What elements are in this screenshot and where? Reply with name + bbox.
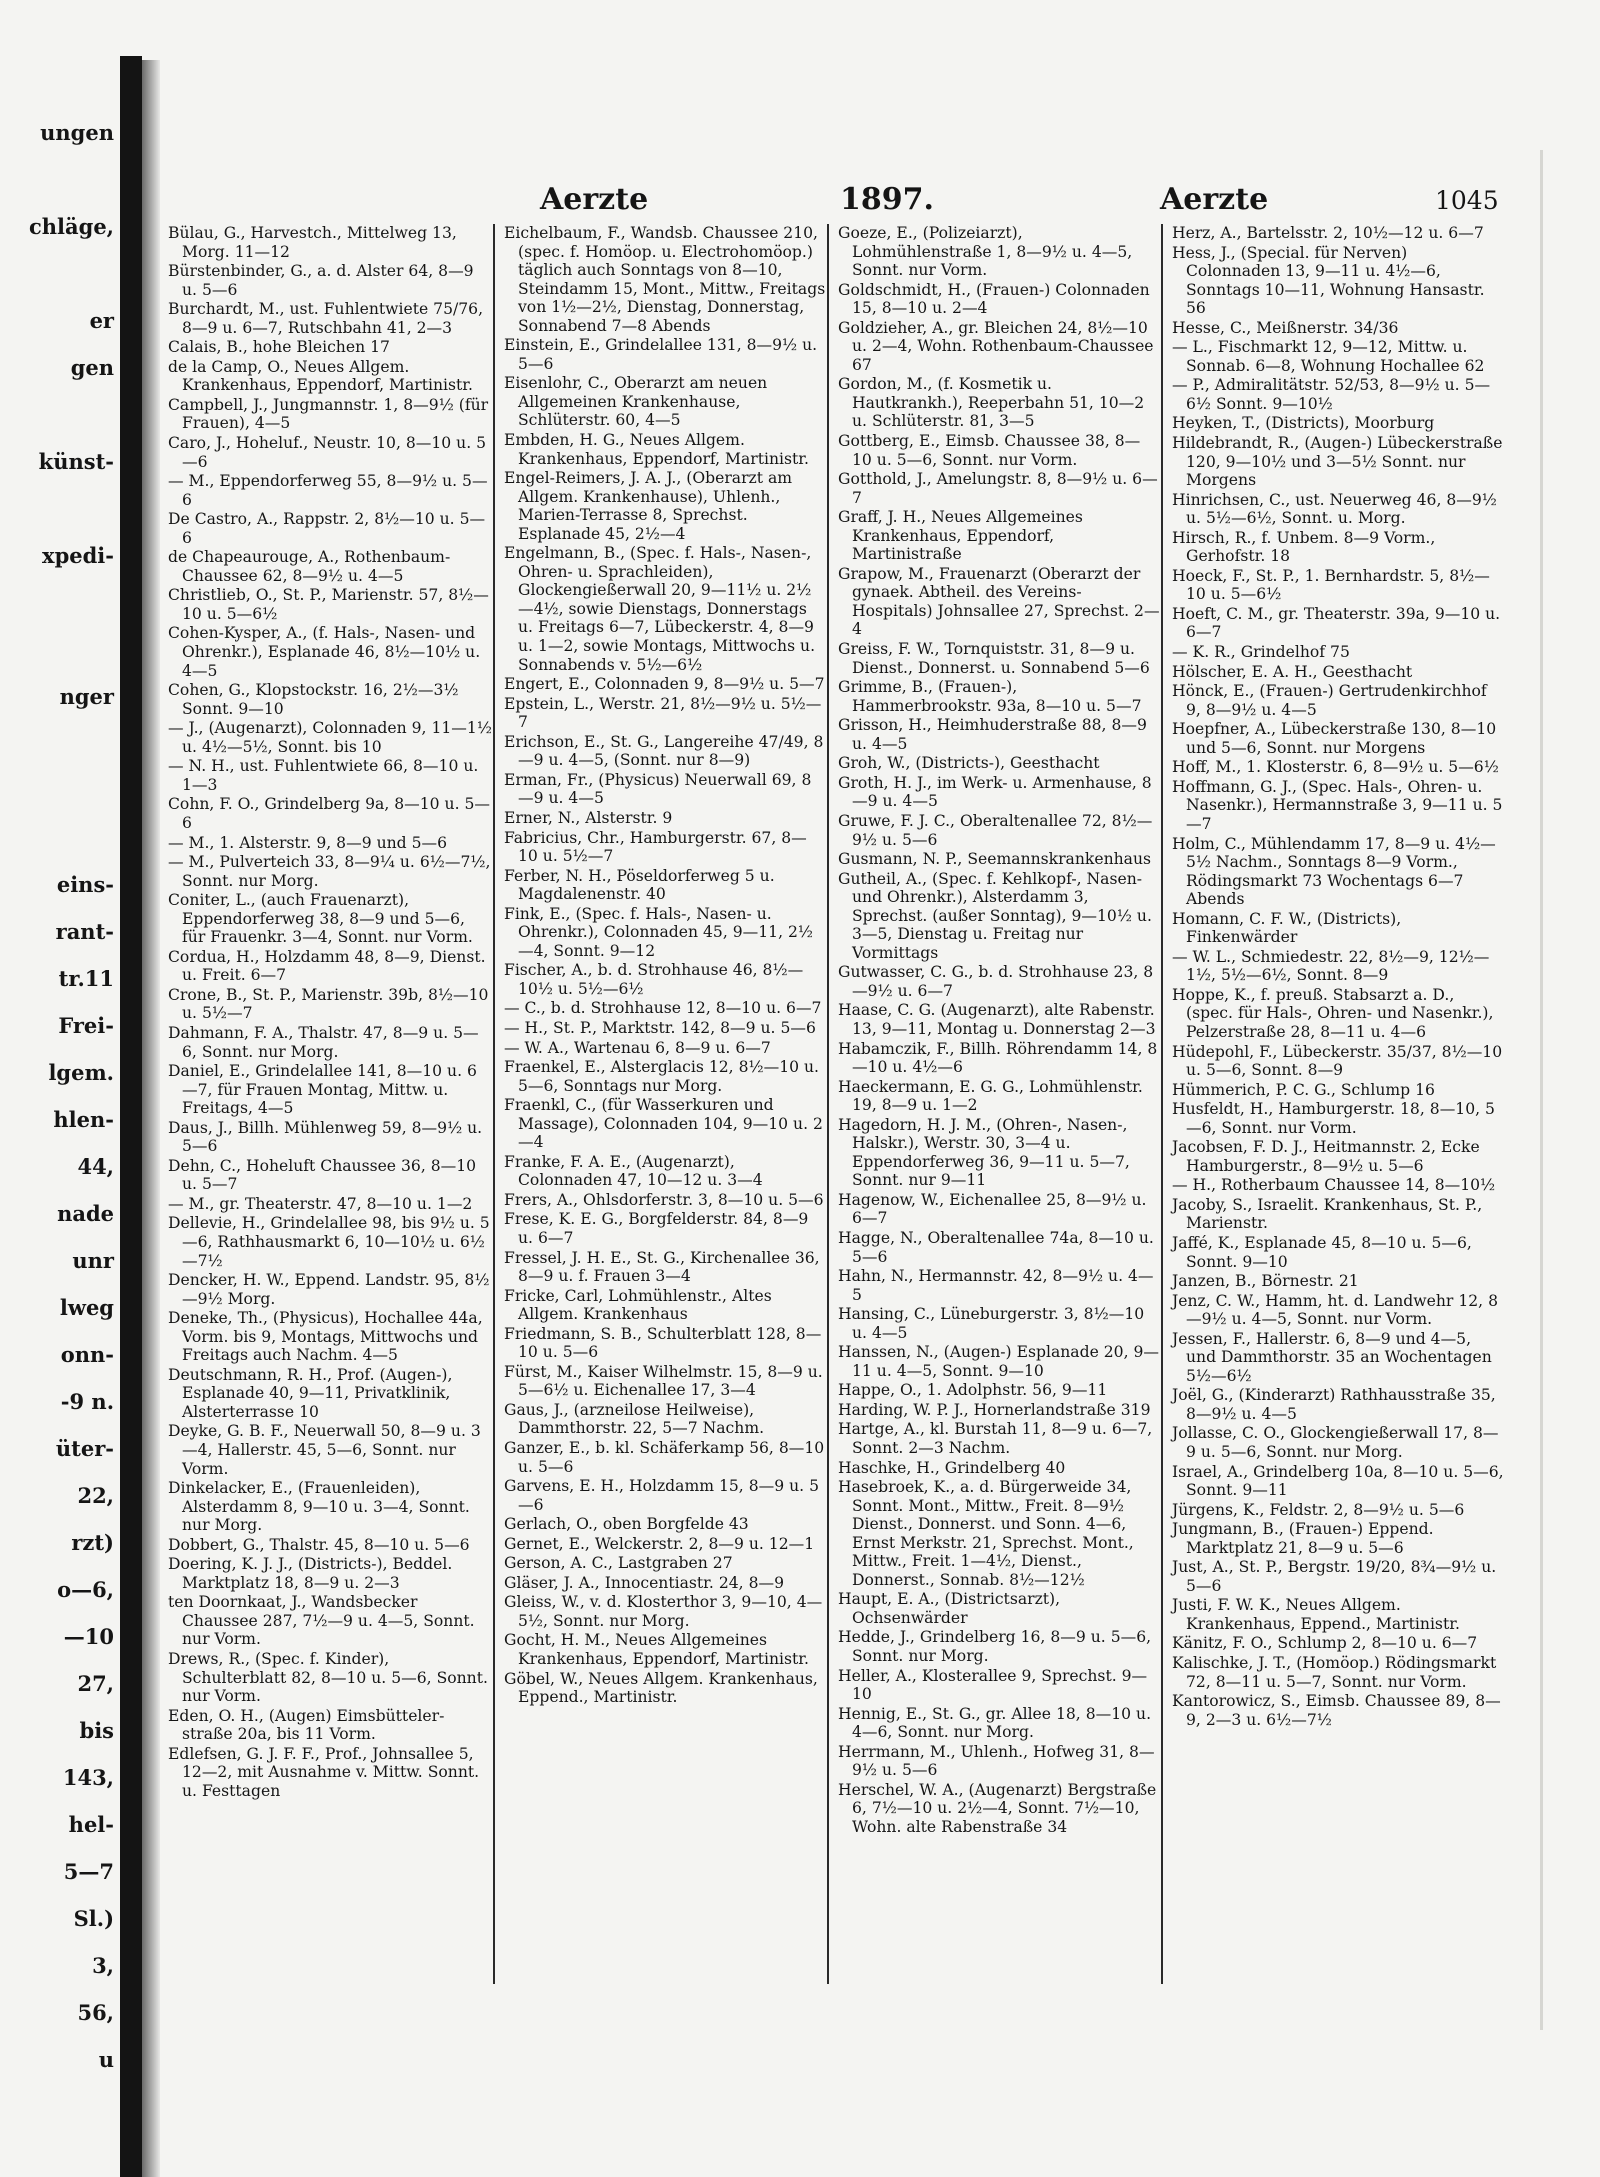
directory-entry: Dellevie, H., Grindelallee 98, bis 9½ u. 5—6, Rathhausmarkt 6, 10—10½ u. 6½—7½ — [168, 1214, 490, 1270]
previous-page-fragment: 5—7 — [63, 1859, 114, 1884]
directory-entry: Gleiss, W., v. d. Klosterthor 3, 9—10, 4—5½, Sonnt. nur Morg. — [504, 1593, 823, 1630]
directory-entry: Gutheil, A., (Spec. f. Kehlkopf-, Nasen- und Ohrenkr.), Alsterdamm 3, Sprechst. (außer Sonntag), 9—10½ u. 3—5, Dienstag u. Freitag nur Vormittags — [838, 869, 1152, 962]
directory-entry: Harding, W. P. J., Hornerlandstraße 319 — [838, 1400, 1151, 1419]
previous-page-fragment: 3, — [92, 1953, 114, 1978]
directory-entry: Hagedorn, H. J. M., (Ohren-, Nasen-, Halskr.), Werstr. 30, 3—4 u. Eppendorferweg 36, 9—11 u. 5—7, Sonnt. nur 9—11 — [838, 1115, 1130, 1190]
directory-entry: Hanssen, N., (Augen-) Esplanade 20, 9—11 u. 4—5, Sonnt. 9—10 — [838, 1343, 1160, 1380]
directory-entry: Caro, J., Hoheluf., Neustr. 10, 8—10 u. 5—6 — [168, 434, 487, 471]
directory-entry: Frers, A., Ohlsdorferstr. 3, 8—10 u. 5—6 — [504, 1190, 824, 1209]
column-divider — [493, 224, 495, 1984]
directory-entry: Daus, J., Billh. Mühlenweg 59, 8—9½ u. 5—6 — [168, 1118, 483, 1156]
directory-entry: Hoff, M., 1. Klosterstr. 6, 8—9½ u. 5—6½ — [1172, 758, 1499, 777]
directory-entry: Einstein, E., Grindelallee 131, 8—9½ u. 5—6 — [504, 336, 818, 373]
directory-entry: Dobbert, G., Thalstr. 45, 8—10 u. 5—6 — [168, 1535, 470, 1554]
directory-entry: Eichelbaum, F., Wandsb. Chaussee 210, (spec. f. Homöop. u. Electrohomöop.) täglich auch Sonntags von 8—10, Steindamm 15, Mont., Mittw., Freitags von 1½—2½, Dienstag, Donnerstag, Sonnabend 7—8 Abends — [504, 224, 826, 335]
previous-page-fragment: 22, — [77, 1483, 114, 1508]
previous-page-fragment: unr — [72, 1248, 114, 1273]
directory-entry: Campbell, J., Jungmannstr. 1, 8—9½ (für Frauen), 4—5 — [168, 395, 489, 433]
running-header — [160, 150, 1510, 222]
directory-entry: Herz, A., Bartelsstr. 2, 10½—12 u. 6—7 — [1172, 224, 1484, 242]
directory-entry: Fürst, M., Kaiser Wilhelmstr. 15, 8—9 u. 5—6½ u. Eichenallee 17, 3—4 — [504, 1362, 823, 1400]
directory-entry: Christlieb, O., St. P., Marienstr. 57, 8½—10 u. 5—6½ — [168, 586, 489, 623]
directory-entry: Hoeck, F., St. P., 1. Bernhardstr. 5, 8½—10 u. 5—6½ — [1172, 566, 1490, 604]
previous-page-fragment: rzt) — [71, 1530, 114, 1555]
previous-page-fragment: o—6, — [57, 1577, 114, 1602]
directory-entry: Hölscher, E. A. H., Geesthacht — [1172, 662, 1413, 681]
header-left-title: Aerzte — [540, 182, 649, 217]
directory-entry: Daniel, E., Grindelallee 141, 8—10 u. 6—7, für Frauen Montag, Mittw. u. Freitags, 4—5 — [168, 1062, 477, 1118]
directory-entry: Gordon, M., (f. Kosmetik u. Hautkrankh.), Reeperbahn 51, 10—2 u. Schlüterstr. 81, 3—5 — [838, 375, 1145, 431]
previous-page-fragment: 44, — [77, 1154, 114, 1179]
directory-entry: Erman, Fr., (Physicus) Neuerwall 69, 8—9 u. 4—5 — [504, 770, 812, 808]
directory-entry: — H., Rotherbaum Chaussee 14, 8—10½ — [1172, 1176, 1496, 1195]
directory-page — [160, 150, 1510, 2060]
directory-entry: Heller, A., Klosterallee 9, Sprechst. 9—10 — [838, 1666, 1148, 1704]
directory-entry: Habamczik, F., Billh. Röhrendamm 14, 8—10 u. 4½—6 — [838, 1039, 1158, 1077]
directory-entry: Känitz, F. O., Schlump 2, 8—10 u. 6—7 — [1172, 1634, 1478, 1653]
directory-entry: Hümmerich, P. C. G., Schlump 16 — [1172, 1080, 1435, 1099]
column-1 — [160, 224, 492, 2004]
directory-entry: Haeckermann, E. G. G., Lohmühlenstr. 19, 8—9 u. 1—2 — [838, 1077, 1143, 1115]
directory-entry: Hönck, E., (Frauen-) Gertrudenkirchhof 9, 8—9½ u. 4—5 — [1172, 682, 1487, 719]
previous-page-fragment: nger — [59, 684, 114, 709]
directory-entry: Goldschmidt, H., (Frauen-) Colonnaden 15, 8—10 u. 2—4 — [838, 280, 1150, 318]
directory-entry: Gocht, H. M., Neues Allgemeines Krankenhaus, Eppendorf, Martinistr. — [504, 1631, 810, 1669]
directory-entry: Göbel, W., Neues Allgem. Krankenhaus, Eppend., Martinistr. — [504, 1669, 818, 1707]
directory-entry: Goldzieher, A., gr. Bleichen 24, 8½—10 u. 2—4, Wohn. Rothenbaum-Chaussee 67 — [838, 318, 1154, 374]
directory-entry: Jacoby, S., Israelit. Krankenhaus, St. P., Marienstr. — [1172, 1195, 1483, 1233]
directory-entry: Crone, B., St. P., Marienstr. 39b, 8½—10 u. 5½—7 — [168, 985, 489, 1023]
directory-entry: — H., St. P., Marktstr. 142, 8—9 u. 5—6 — [504, 1018, 816, 1037]
directory-entry: Hoepfner, A., Lübeckerstraße 130, 8—10 und 5—6, Sonnt. nur Morgens — [1172, 720, 1497, 757]
directory-entry: — M., 1. Alsterstr. 9, 8—9 und 5—6 — [168, 833, 448, 852]
previous-page-fragment: 27, — [77, 1671, 114, 1696]
previous-page-fragment: 143, — [62, 1765, 114, 1790]
directory-entry: Ganzer, E., b. kl. Schäferkamp 56, 8—10 u. 5—6 — [504, 1439, 825, 1476]
directory-entry: Hess, J., (Special. für Nerven) Colonnaden 13, 9—11 u. 4½—6, Sonntags 10—11, Wohnung Hansastr. 56 — [1172, 243, 1485, 318]
directory-entry: Cohen, G., Klopstockstr. 16, 2½—3½ Sonnt. 9—10 — [168, 681, 459, 718]
previous-page-fragment: lweg — [59, 1295, 114, 1320]
gutter-gradient — [142, 60, 160, 2177]
column-3 — [830, 224, 1160, 2004]
directory-entry: Embden, H. G., Neues Allgem. Krankenhaus, Eppendorf, Martinistr. — [504, 431, 810, 468]
directory-entry: Fabricius, Chr., Hamburgerstr. 67, 8—10 u. 5½—7 — [504, 828, 807, 866]
directory-entry: Deneke, Th., (Physicus), Hochallee 44a, Vorm. bis 9, Montags, Mittwochs und Freitags auch Nachm. 4—5 — [168, 1309, 483, 1365]
directory-entry: Heyken, T., (Districts), Moorburg — [1172, 414, 1435, 433]
previous-page-fragment: chläge, — [29, 214, 114, 239]
header-year: 1897. — [840, 182, 934, 217]
directory-entry: — M., gr. Theaterstr. 47, 8—10 u. 1—2 — [168, 1194, 473, 1213]
directory-entry: Gutwasser, C. G., b. d. Strohhause 23, 8—9½ u. 6—7 — [838, 963, 1154, 1000]
directory-entry: Greiss, F. W., Tornquiststr. 31, 8—9 u. Dienst., Donnerst. u. Sonnabend 5—6 — [838, 640, 1150, 677]
directory-entry: Engert, E., Colonnaden 9, 8—9½ u. 5—7 — [504, 675, 825, 694]
directory-entry: Fressel, J. H. E., St. G., Kirchenallee 36, 8—9 u. f. Frauen 3—4 — [504, 1248, 820, 1286]
directory-entry: Edlefsen, G. J. F. F., Prof., Johnsallee 5, 12—2, mit Ausnahme v. Mittw. Sonnt. u. Festtagen — [168, 1744, 480, 1800]
directory-entry: Graff, J. H., Neues Allgemeines Krankenhaus, Eppendorf, Martinistraße — [838, 508, 1083, 564]
directory-entry: — P., Admiralitätstr. 52/53, 8—9½ u. 5—6½ Sonnt. 9—10½ — [1172, 376, 1491, 413]
directory-entry: Haase, C. G. (Augenarzt), alte Rabenstr. 13, 9—11, Montag u. Donnerstag 2—3 — [838, 1001, 1156, 1038]
directory-entry: Janzen, B., Börnestr. 21 — [1172, 1272, 1359, 1291]
directory-entry: Garvens, E. H., Holzdamm 15, 8—9 u. 5—6 — [504, 1477, 819, 1514]
directory-entry: Ferber, N. H., Pöseldorferweg 5 u. Magdalenenstr. 40 — [504, 866, 775, 904]
directory-entry: Jaffé, K., Esplanade 45, 8—10 u. 5—6, Sonnt. 9—10 — [1172, 1233, 1472, 1271]
right-edge-shading — [1540, 150, 1543, 2030]
directory-entry: Jenz, C. W., Hamm, ht. d. Landwehr 12, 8—9½ u. 4—5, Sonnt. nur Vorm. — [1172, 1291, 1498, 1329]
previous-page-fragment: künst- — [38, 449, 114, 474]
directory-entry: Cordua, H., Holzdamm 48, 8—9, Dienst. u. Freit. 6—7 — [168, 947, 486, 985]
header-right-title: Aerzte — [1160, 182, 1269, 217]
directory-entry: Eden, O. H., (Augen) Eimsbütteler-straße 20a, bis 11 Vorm. — [168, 1706, 445, 1744]
column-divider — [827, 224, 829, 1984]
directory-entry: Jungmann, B., (Frauen-) Eppend. Marktplatz 21, 8—9 u. 5—6 — [1172, 1520, 1434, 1557]
directory-entry: Homann, C. F. W., (Districts), Finkenwärder — [1172, 909, 1402, 947]
directory-entry: Fink, E., (Spec. f. Hals-, Nasen- u. Ohrenkr.), Colonnaden 45, 9—11, 2½—4, Sonnt. 9—12 — [504, 904, 814, 960]
column-divider — [1161, 224, 1163, 1984]
previous-page-fragment: gen — [70, 355, 114, 380]
previous-page-fragment: ungen — [40, 120, 114, 145]
directory-entry: Dehn, C., Hoheluft Chaussee 36, 8—10 u. 5—7 — [168, 1156, 477, 1194]
previous-page-fragment: xpedi- — [42, 543, 114, 568]
directory-entry: Dencker, H. W., Eppend. Landstr. 95, 8½—9½ Morg. — [168, 1271, 490, 1308]
directory-entry: Friedmann, S. B., Schulterblatt 128, 8—10 u. 5—6 — [504, 1324, 822, 1362]
directory-entry: Happe, O., 1. Adolphstr. 56, 9—11 — [838, 1381, 1108, 1400]
directory-entry: De Castro, A., Rappstr. 2, 8½—10 u. 5—6 — [168, 510, 486, 547]
directory-entry: Jollasse, C. O., Glockengießerwall 17, 8—9 u. 5—6, Sonnt. nur Morg. — [1172, 1424, 1499, 1461]
directory-entry: Eisenlohr, C., Oberarzt am neuen Allgemeinen Krankenhause, Schlüterstr. 60, 4—5 — [504, 374, 768, 430]
directory-entry: Hirsch, R., f. Unbem. 8—9 Vorm., Gerhofstr. 18 — [1172, 528, 1436, 566]
previous-page-fragment: hel- — [68, 1812, 114, 1837]
previous-page-fragment: —10 — [63, 1624, 114, 1649]
directory-entry: Gaus, J., (arzneilose Heilweise), Dammthorstr. 22, 5—7 Nachm. — [504, 1400, 765, 1438]
directory-entry: — L., Fischmarkt 12, 9—12, Mittw. u. Sonnab. 6—8, Wohnung Hochallee 62 — [1172, 338, 1485, 375]
directory-entry: — J., (Augenarzt), Colonnaden 9, 11—1½ u. 4½—5½, Sonnt. bis 10 — [168, 719, 492, 756]
directory-entry: Hasebroek, K., a. d. Bürgerweide 34, Sonnt. Mont., Mittw., Freit. 8—9½ Dienst., Donnerst. und Sonn. 4—6, Ernst Merkstr. 21, Sprechst. Mont., Mittw., Freit. 1—4½, Dienst., Donnerst., Sonnab. 8½—12½ — [838, 1478, 1134, 1589]
directory-entry: Engelmann, B., (Spec. f. Hals-, Nasen-, Ohren- u. Sprachleiden), Glockengießerwall 20, 9—11½ u. 2½—4½, sowie Dienstags, Donnerstags u. Freitags 6—7, Lübeckerstr. 4, 8—9 u. 1—2, sowie Montags, Mittwochs u. Sonnabends v. 5½—6½ — [504, 544, 816, 674]
directory-entry: Frese, K. E. G., Borgfelderstr. 84, 8—9 u. 6—7 — [504, 1210, 809, 1247]
book-spine-shadow — [120, 56, 142, 2177]
directory-entry: Hinrichsen, C., ust. Neuerweg 46, 8—9½ u. 5½—6½, Sonnt. u. Morg. — [1172, 490, 1497, 528]
directory-entry: Grisson, H., Heimhuderstraße 88, 8—9 u. 4—5 — [838, 716, 1147, 753]
directory-entry: Holm, C., Mühlendamm 17, 8—9 u. 4½—5½ Nachm., Sonntags 8—9 Vorm., Rödingsmarkt 73 Wochentags 6—7 Abends — [1172, 834, 1496, 909]
directory-entry: Fraenkl, C., (für Wasserkuren und Massage), Colonnaden 104, 9—10 u. 2—4 — [504, 1096, 823, 1152]
directory-entry: Gusmann, N. P., Seemannskrankenhaus — [838, 850, 1152, 869]
directory-entry: Hansing, C., Lüneburgerstr. 3, 8½—10 u. 4—5 — [838, 1305, 1145, 1342]
directory-entry: Fricke, Carl, Lohmühlenstr., Altes Allgem. Krankenhaus — [504, 1286, 772, 1324]
directory-entry: Grimme, B., (Frauen-), Hammerbrookstr. 93a, 8—10 u. 5—7 — [838, 678, 1142, 715]
directory-entry: Jessen, F., Hallerstr. 6, 8—9 und 4—5, und Dammthorstr. 35 an Wochentagen 5½—6½ — [1172, 1329, 1492, 1385]
directory-entry: Cohn, F. O., Grindelberg 9a, 8—10 u. 5—6 — [168, 795, 491, 832]
directory-entry: Israel, A., Grindelberg 10a, 8—10 u. 5—6, Sonnt. 9—11 — [1172, 1462, 1504, 1500]
directory-entry: Bürstenbinder, G., a. d. Alster 64, 8—9 u. 5—6 — [168, 262, 474, 299]
previous-page-fragment: hlen- — [53, 1107, 114, 1132]
directory-entry: Cohen-Kysper, A., (f. Hals-, Nasen- und Ohrenkr.), Esplanade 46, 8½—10½ u. 4—5 — [168, 624, 481, 680]
directory-entry: Gotthold, J., Amelungstr. 8, 8—9½ u. 6—7 — [838, 470, 1158, 507]
directory-entry: Franke, F. A. E., (Augenarzt), Colonnaden 47, 10—12 u. 3—4 — [504, 1152, 763, 1190]
directory-entry: Hoppe, K., f. preuß. Stabsarzt a. D., (spec. für Hals-, Ohren- und Nasenkr.), Pelzerstraße 28, 8—11 u. 4—6 — [1172, 985, 1494, 1041]
directory-entry: Engel-Reimers, J. A. J., (Oberarzt am Allgem. Krankenhause), Uhlenh., Marien-Terrasse 8, Sprechst. Esplanade 45, 2½—4 — [504, 469, 793, 543]
column-2 — [496, 224, 826, 2004]
directory-entry: Drews, R., (Spec. f. Kinder), Schulterblatt 82, 8—10 u. 5—6, Sonnt. nur Vorm. — [168, 1650, 488, 1706]
directory-entry: Hartge, A., kl. Burstah 11, 8—9 u. 6—7, Sonnt. 2—3 Nachm. — [838, 1420, 1153, 1457]
previous-page-fragment: 56, — [77, 2000, 114, 2025]
directory-entry: Goeze, E., (Polizeiarzt), Lohmühlenstraße 1, 8—9½ u. 4—5, Sonnt. nur Vorm. — [838, 224, 1133, 280]
directory-entry: Gottberg, E., Eimsb. Chaussee 38, 8—10 u. 5—6, Sonnt. nur Vorm. — [838, 432, 1141, 469]
column-4 — [1164, 224, 1506, 2004]
directory-entry: Husfeldt, H., Hamburgerstr. 18, 8—10, 5—6, Sonnt. nur Vorm. — [1172, 1100, 1495, 1137]
previous-page-fragment: Sl.) — [73, 1906, 114, 1931]
directory-entry: Hahn, N., Hermannstr. 42, 8—9½ u. 4—5 — [838, 1267, 1154, 1304]
directory-entry: de Chapeaurouge, A., Rothenbaum-Chaussee 62, 8—9½ u. 4—5 — [168, 548, 451, 585]
directory-entry: Groh, W., (Districts-), Geesthacht — [838, 754, 1100, 773]
directory-entry: Fischer, A., b. d. Strohhause 46, 8½—10½ u. 5½—6½ — [504, 961, 804, 998]
directory-entry: ten Doornkaat, J., Wandsbecker Chaussee 287, 7½—9 u. 4—5, Sonnt. nur Vorm. — [168, 1593, 475, 1649]
directory-entry: Gerlach, O., oben Borgfelde 43 — [504, 1515, 749, 1534]
previous-page-fragment: bis — [79, 1718, 114, 1743]
directory-entry: Gläser, J. A., Innocentiastr. 24, 8—9 — [504, 1573, 785, 1592]
directory-entry: — W. L., Schmiedestr. 22, 8½—9, 12½—1½, 5½—6½, Sonnt. 8—9 — [1172, 947, 1490, 985]
directory-entry: — C., b. d. Strohhause 12, 8—10 u. 6—7 — [504, 999, 822, 1018]
directory-entry: Gernet, E., Welckerstr. 2, 8—9 u. 12—1 — [504, 1534, 815, 1553]
previous-page-fragment: u — [98, 2047, 114, 2072]
previous-page-fragment: tr.11 — [58, 966, 114, 991]
directory-entry: Dinkelacker, E., (Frauenleiden), Alsterdamm 8, 9—10 u. 3—4, Sonnt. nur Morg. — [168, 1479, 470, 1535]
directory-entry: Kantorowicz, S., Eimsb. Chaussee 89, 8—9, 2—3 u. 6½—7½ — [1172, 1692, 1501, 1729]
previous-page-edge — [0, 120, 120, 2120]
directory-entry: — M., Pulverteich 33, 8—9¼ u. 6½—7½, Sonnt. nur Morg. — [168, 853, 491, 890]
directory-entry: Hesse, C., Meißnerstr. 34/36 — [1172, 318, 1399, 337]
previous-page-fragment: lgem. — [48, 1060, 114, 1085]
directory-entry: Erner, N., Alsterstr. 9 — [504, 808, 673, 827]
directory-entry: Deyke, G. B. F., Neuerwall 50, 8—9 u. 3—4, Hallerstr. 45, 5—6, Sonnt. nur Vorm. — [168, 1422, 481, 1478]
directory-entry: Erichson, E., St. G., Langereihe 47/49, 8—9 u. 4—5, (Sonnt. nur 8—9) — [504, 732, 824, 770]
directory-entry: Haschke, H., Grindelberg 40 — [838, 1458, 1066, 1477]
previous-page-fragment: üter- — [55, 1436, 114, 1461]
directory-entry: Herschel, W. A., (Augenarzt) Bergstraße 6, 7½—10 u. 2½—4, Sonnt. 7½—10, Wohn. alte Rabenstraße 34 — [838, 1780, 1157, 1836]
directory-entry: Kalischke, J. T., (Homöop.) Rödingsmarkt 72, 8—11 u. 5—7, Sonnt. nur Vorm. — [1172, 1654, 1497, 1691]
directory-entry: Just, A., St. P., Bergstr. 19/20, 8¾—9½ u. 5—6 — [1172, 1558, 1497, 1595]
directory-entry: Fraenkel, E., Alsterglacis 12, 8½—10 u. 5—6, Sonntags nur Morg. — [504, 1058, 820, 1095]
directory-entry: Calais, B., hohe Bleichen 17 — [168, 338, 390, 357]
directory-entry: — N. H., ust. Fuhlentwiete 66, 8—10 u. 1—3 — [168, 757, 479, 794]
previous-page-fragment: nade — [57, 1201, 114, 1226]
directory-entry: Deutschmann, R. H., Prof. (Augen-), Esplanade 40, 9—11, Privatklinik, Alsterterrasse 10 — [168, 1365, 453, 1421]
directory-entry: Gerson, A. C., Lastgraben 27 — [504, 1554, 733, 1573]
previous-page-fragment: eins- — [56, 872, 114, 897]
directory-entry: Hüdepohl, F., Lübeckerstr. 35/37, 8½—10 u. 5—6, Sonnt. 8—9 — [1172, 1042, 1503, 1080]
directory-entry: Groth, H. J., im Werk- u. Armenhause, 8—9 u. 4—5 — [838, 773, 1152, 811]
directory-entry: Joël, G., (Kinderarzt) Rathhausstraße 35, 8—9½ u. 4—5 — [1172, 1386, 1496, 1423]
directory-entry: — W. A., Wartenau 6, 8—9 u. 6—7 — [504, 1038, 771, 1057]
directory-entry: Hildebrandt, R., (Augen-) Lübeckerstraße 120, 9—10½ und 3—5½ Sonnt. nur Morgens — [1172, 434, 1503, 490]
previous-page-fragment: -9 n. — [60, 1389, 114, 1414]
directory-entry: Herrmann, M., Uhlenh., Hofweg 31, 8—9½ u. 5—6 — [838, 1742, 1155, 1780]
directory-entry: Hoeft, C. M., gr. Theaterstr. 39a, 9—10 u. 6—7 — [1172, 604, 1501, 642]
directory-entry: Grapow, M., Frauenarzt (Oberarzt der gynaek. Abtheil. des Vereins-Hospitals) Johnsallee 27, Sprechst. 2—4 — [838, 564, 1160, 639]
directory-entry: — K. R., Grindelhof 75 — [1172, 643, 1350, 662]
directory-entry: Hennig, E., St. G., gr. Allee 18, 8—10 u. 4—6, Sonnt. nur Morg. — [838, 1704, 1152, 1742]
previous-page-fragment: er — [89, 308, 114, 333]
directory-entry: Bülau, G., Harvestch., Mittelweg 13, Morg. 11—12 — [168, 224, 457, 261]
directory-entry: Dahmann, F. A., Thalstr. 47, 8—9 u. 5—6, Sonnt. nur Morg. — [168, 1023, 479, 1061]
directory-entry: Hoffmann, G. J., (Spec. Hals-, Ohren- u. Nasenkr.), Hermannstraße 3, 9—11 u. 5—7 — [1172, 777, 1503, 833]
directory-entry: Hagenow, W., Eichenallee 25, 8—9½ u. 6—7 — [838, 1190, 1147, 1228]
directory-entry: Gruwe, F. J. C., Oberaltenallee 72, 8½—9½ u. 5—6 — [838, 811, 1153, 849]
directory-entry: Haupt, E. A., (Districtsarzt), Ochsenwärder — [838, 1590, 1061, 1627]
directory-entry: Hagge, N., Oberaltenallee 74a, 8—10 u. 5—6 — [838, 1228, 1154, 1266]
directory-entry: Doering, K. J. J., (Districts-), Beddel. Marktplatz 18, 8—9 u. 2—3 — [168, 1555, 453, 1592]
directory-entry: Burchardt, M., ust. Fuhlentwiete 75/76, 8—9 u. 6—7, Rutschbahn 41, 2—3 — [168, 300, 484, 337]
directory-entry: Jürgens, K., Feldstr. 2, 8—9½ u. 5—6 — [1172, 1500, 1465, 1519]
directory-entry: Hedde, J., Grindelberg 16, 8—9 u. 5—6, Sonnt. nur Morg. — [838, 1628, 1152, 1666]
directory-entry: Jacobsen, F. D. J., Heitmannstr. 2, Ecke Hamburgerstr., 8—9½ u. 5—6 — [1172, 1138, 1480, 1175]
page-number: 1045 — [1435, 186, 1499, 215]
directory-entry: Justi, F. W. K., Neues Allgem. Krankenhaus, Eppend., Martinistr. — [1172, 1596, 1460, 1633]
previous-page-fragment: onn- — [60, 1342, 114, 1367]
previous-page-fragment: rant- — [55, 919, 114, 944]
directory-entry: Coniter, L., (auch Frauenarzt), Eppendorferweg 38, 8—9 und 5—6, für Frauenkr. 3—4, Sonnt. nur Vorm. — [168, 891, 473, 947]
directory-entry: de la Camp, O., Neues Allgem. Krankenhaus, Eppendorf, Martinistr. — [168, 357, 474, 395]
previous-page-fragment: Frei- — [58, 1013, 114, 1038]
directory-entry: Epstein, L., Werstr. 21, 8½—9½ u. 5½—7 — [504, 694, 822, 732]
directory-entry: — M., Eppendorferweg 55, 8—9½ u. 5—6 — [168, 472, 488, 509]
